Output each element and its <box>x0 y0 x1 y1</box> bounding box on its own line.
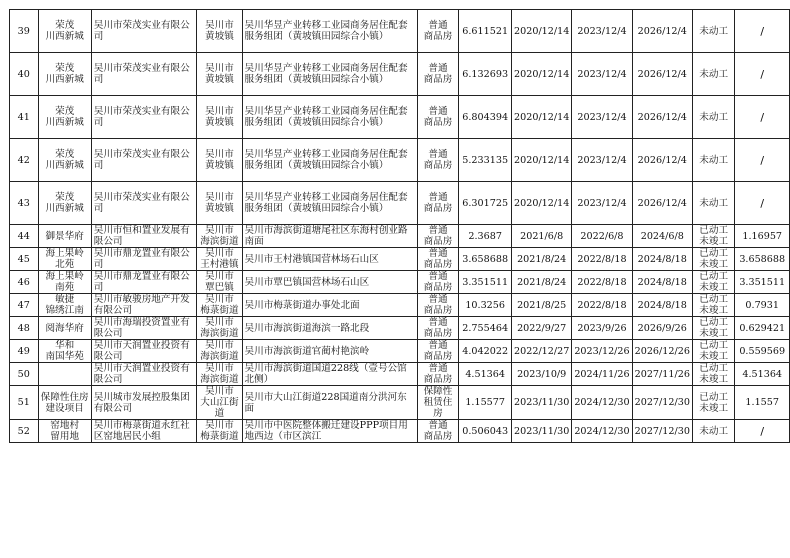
row-number: 47 <box>10 294 39 317</box>
table-row <box>10 248 790 271</box>
project-name: 阅海华府 <box>38 317 91 340</box>
agreed-finish-date: 2026/12/4 <box>632 139 692 182</box>
area-value: 6.301725 <box>459 182 512 225</box>
location-text: 吴川华昱产业转移工业园商务居住配套服务组团（黄坡镇田园综合小镇） <box>242 182 417 225</box>
table-row <box>10 10 790 53</box>
transfer-date: 2021/8/25 <box>512 294 572 317</box>
land-use: 普通 商品房 <box>417 363 459 386</box>
land-use: 普通 商品房 <box>417 271 459 294</box>
agreed-finish-date: 2026/12/4 <box>632 10 692 53</box>
land-use: 普通 商品房 <box>417 139 459 182</box>
construction-status: 未动工 <box>692 96 735 139</box>
row-number: 41 <box>10 96 39 139</box>
completed-area: 0.7931 <box>735 294 790 317</box>
completed-area: / <box>735 53 790 96</box>
town-name: 吴川市 黄坡镇 <box>197 182 242 225</box>
project-name: 海上果岭 北苑 <box>38 248 91 271</box>
area-value: 3.658688 <box>459 248 512 271</box>
table-row <box>10 386 790 420</box>
town-name: 吴川市 王村港镇 <box>197 248 242 271</box>
agreed-finish-date: 2027/12/30 <box>632 420 692 443</box>
construction-status: 已动工 未竣工 <box>692 386 735 420</box>
construction-status: 未动工 <box>692 10 735 53</box>
agreed-start-date: 2024/12/30 <box>572 386 632 420</box>
table-row <box>10 182 790 225</box>
location-text: 吴川市海滨街道官蔺村艳滨岭 <box>242 340 417 363</box>
town-name: 吴川市 海滨街道 <box>197 317 242 340</box>
construction-status: 已动工 未竣工 <box>692 363 735 386</box>
agreed-start-date: 2023/9/26 <box>572 317 632 340</box>
location-text: 吴川华昱产业转移工业园商务居住配套服务组团（黄坡镇田园综合小镇） <box>242 139 417 182</box>
table-row <box>10 139 790 182</box>
land-use: 保障性 租赁住房 <box>417 386 459 420</box>
developer-name: 吴川市荣茂实业有限公司 <box>91 53 197 96</box>
agreed-start-date: 2023/12/4 <box>572 182 632 225</box>
developer-name: 吴川市荣茂实业有限公司 <box>91 10 197 53</box>
location-text: 吴川市中医院整体搬迁建设PPP项目用地西边（市区滨江 <box>242 420 417 443</box>
row-number: 48 <box>10 317 39 340</box>
table-body <box>10 10 790 443</box>
area-value: 6.611521 <box>459 10 512 53</box>
area-value: 5.233135 <box>459 139 512 182</box>
transfer-date: 2021/8/24 <box>512 271 572 294</box>
completed-area: 0.629421 <box>735 317 790 340</box>
table-row <box>10 225 790 248</box>
row-number: 42 <box>10 139 39 182</box>
agreed-finish-date: 2024/6/8 <box>632 225 692 248</box>
row-number: 40 <box>10 53 39 96</box>
construction-status: 已动工 未竣工 <box>692 340 735 363</box>
table-row <box>10 294 790 317</box>
agreed-start-date: 2022/8/18 <box>572 271 632 294</box>
transfer-date: 2021/6/8 <box>512 225 572 248</box>
developer-name: 吴川市天润置业投资有限公司 <box>91 363 197 386</box>
construction-status: 未动工 <box>692 139 735 182</box>
area-value: 3.351511 <box>459 271 512 294</box>
row-number: 51 <box>10 386 39 420</box>
project-name: 敏捷 锦绣江南 <box>38 294 91 317</box>
construction-status: 已动工 未竣工 <box>692 317 735 340</box>
row-number: 39 <box>10 10 39 53</box>
town-name: 吴川市 黄坡镇 <box>197 53 242 96</box>
transfer-date: 2022/12/27 <box>512 340 572 363</box>
transfer-date: 2020/12/14 <box>512 96 572 139</box>
transfer-date: 2022/9/27 <box>512 317 572 340</box>
location-text: 吴川华昱产业转移工业园商务居住配套服务组团（黄坡镇田园综合小镇） <box>242 10 417 53</box>
project-name: 荣茂 川西新城 <box>38 182 91 225</box>
developer-name: 吴川市天润置业投资有限公司 <box>91 340 197 363</box>
developer-name: 吴川市荣茂实业有限公司 <box>91 182 197 225</box>
area-value: 4.042022 <box>459 340 512 363</box>
town-name: 吴川市 大山江街道 <box>197 386 242 420</box>
completed-area: 3.658688 <box>735 248 790 271</box>
land-use: 普通 商品房 <box>417 96 459 139</box>
town-name: 吴川市 黄坡镇 <box>197 10 242 53</box>
location-text: 吴川市海滨街道塘尾社区东海村创业路南面 <box>242 225 417 248</box>
agreed-start-date: 2023/12/26 <box>572 340 632 363</box>
agreed-finish-date: 2026/12/4 <box>632 53 692 96</box>
transfer-date: 2023/11/30 <box>512 420 572 443</box>
agreed-start-date: 2023/12/4 <box>572 10 632 53</box>
completed-area: 1.1557 <box>735 386 790 420</box>
area-value: 6.804394 <box>459 96 512 139</box>
location-text: 吴川市覃巴镇国营林场石山区 <box>242 271 417 294</box>
transfer-date: 2020/12/14 <box>512 53 572 96</box>
row-number: 50 <box>10 363 39 386</box>
transfer-date: 2023/10/9 <box>512 363 572 386</box>
project-name: 荣茂 川西新城 <box>38 96 91 139</box>
completed-area: 0.559569 <box>735 340 790 363</box>
construction-status: 未动工 <box>692 420 735 443</box>
land-use: 普通 商品房 <box>417 294 459 317</box>
location-text: 吴川市梅菉街道办事处北面 <box>242 294 417 317</box>
land-use: 普通 商品房 <box>417 340 459 363</box>
agreed-start-date: 2023/12/4 <box>572 53 632 96</box>
developer-name: 吴川城市发展控股集团有限公司 <box>91 386 197 420</box>
agreed-start-date: 2022/8/18 <box>572 294 632 317</box>
project-name: 御景华府 <box>38 225 91 248</box>
agreed-start-date: 2024/11/26 <box>572 363 632 386</box>
land-supply-table <box>9 9 790 443</box>
agreed-finish-date: 2024/8/18 <box>632 294 692 317</box>
area-value: 6.132693 <box>459 53 512 96</box>
table-row <box>10 363 790 386</box>
construction-status: 已动工 未竣工 <box>692 248 735 271</box>
agreed-start-date: 2024/12/30 <box>572 420 632 443</box>
transfer-date: 2020/12/14 <box>512 10 572 53</box>
town-name: 吴川市 梅菉街道 <box>197 294 242 317</box>
row-number: 44 <box>10 225 39 248</box>
town-name: 吴川市 海滨街道 <box>197 340 242 363</box>
town-name: 吴川市 黄坡镇 <box>197 139 242 182</box>
completed-area: / <box>735 96 790 139</box>
location-text: 吴川市大山江街道228国道南分洪河东面 <box>242 386 417 420</box>
location-text: 吴川华昱产业转移工业园商务居住配套服务组团（黄坡镇田园综合小镇） <box>242 96 417 139</box>
town-name: 吴川市 覃巴镇 <box>197 271 242 294</box>
completed-area: 4.51364 <box>735 363 790 386</box>
project-name: 保障性住房 建设项目 <box>38 386 91 420</box>
transfer-date: 2021/8/24 <box>512 248 572 271</box>
land-use: 普通 商品房 <box>417 10 459 53</box>
area-value: 0.506043 <box>459 420 512 443</box>
agreed-start-date: 2023/12/4 <box>572 139 632 182</box>
completed-area: / <box>735 420 790 443</box>
developer-name: 吴川市鼎龙置业有限公司 <box>91 248 197 271</box>
land-use: 普通 商品房 <box>417 248 459 271</box>
location-text: 吴川市海滨街道海滨一路北段 <box>242 317 417 340</box>
project-name: 荣茂 川西新城 <box>38 10 91 53</box>
developer-name: 吴川市荣茂实业有限公司 <box>91 139 197 182</box>
agreed-start-date: 2022/6/8 <box>572 225 632 248</box>
town-name: 吴川市 梅菉街道 <box>197 420 242 443</box>
agreed-finish-date: 2026/12/4 <box>632 96 692 139</box>
project-name: 海上果岭 南苑 <box>38 271 91 294</box>
completed-area: 1.16957 <box>735 225 790 248</box>
agreed-finish-date: 2024/8/18 <box>632 271 692 294</box>
land-use: 普通 商品房 <box>417 182 459 225</box>
developer-name: 吴川市恒和置业发展有限公司 <box>91 225 197 248</box>
construction-status: 未动工 <box>692 53 735 96</box>
area-value: 2.755464 <box>459 317 512 340</box>
transfer-date: 2020/12/14 <box>512 139 572 182</box>
town-name: 吴川市 海滨街道 <box>197 225 242 248</box>
land-supply-table-page <box>9 9 790 443</box>
agreed-start-date: 2022/8/18 <box>572 248 632 271</box>
agreed-finish-date: 2024/8/18 <box>632 248 692 271</box>
project-name: 荣茂 川西新城 <box>38 53 91 96</box>
row-number: 46 <box>10 271 39 294</box>
area-value: 4.51364 <box>459 363 512 386</box>
construction-status: 已动工 未竣工 <box>692 271 735 294</box>
completed-area: 3.351511 <box>735 271 790 294</box>
project-name: 荣茂 川西新城 <box>38 139 91 182</box>
table-row <box>10 271 790 294</box>
agreed-finish-date: 2026/12/4 <box>632 182 692 225</box>
agreed-finish-date: 2026/12/26 <box>632 340 692 363</box>
table-row <box>10 340 790 363</box>
completed-area: / <box>735 10 790 53</box>
town-name: 吴川市 黄坡镇 <box>197 96 242 139</box>
location-text: 吴川市王村港镇国营林场石山区 <box>242 248 417 271</box>
row-number: 43 <box>10 182 39 225</box>
completed-area: / <box>735 182 790 225</box>
land-use: 普通 商品房 <box>417 317 459 340</box>
table-row <box>10 96 790 139</box>
row-number: 49 <box>10 340 39 363</box>
location-text: 吴川华昱产业转移工业园商务居住配套服务组团（黄坡镇田园综合小镇） <box>242 53 417 96</box>
transfer-date: 2023/11/30 <box>512 386 572 420</box>
developer-name: 吴川市梅菉街道永红社区窑地居民小组 <box>91 420 197 443</box>
developer-name: 吴川市海瑞投资置业有限公司 <box>91 317 197 340</box>
construction-status: 已动工 未竣工 <box>692 225 735 248</box>
project-name <box>38 363 91 386</box>
land-use: 普通 商品房 <box>417 420 459 443</box>
construction-status: 未动工 <box>692 182 735 225</box>
row-number: 45 <box>10 248 39 271</box>
land-use: 普通 商品房 <box>417 53 459 96</box>
agreed-finish-date: 2027/11/26 <box>632 363 692 386</box>
agreed-finish-date: 2027/12/30 <box>632 386 692 420</box>
table-row <box>10 420 790 443</box>
row-number: 52 <box>10 420 39 443</box>
developer-name: 吴川市鼎龙置业有限公司 <box>91 271 197 294</box>
developer-name: 吴川市荣茂实业有限公司 <box>91 96 197 139</box>
area-value: 2.3687 <box>459 225 512 248</box>
location-text: 吴川市海滨街道国道228线（壹号公馆北侧） <box>242 363 417 386</box>
land-use: 普通 商品房 <box>417 225 459 248</box>
completed-area: / <box>735 139 790 182</box>
table-row <box>10 53 790 96</box>
town-name: 吴川市 海滨街道 <box>197 363 242 386</box>
area-value: 1.15577 <box>459 386 512 420</box>
project-name: 窑地村 留用地 <box>38 420 91 443</box>
developer-name: 吴川市敏骏房地产开发有限公司 <box>91 294 197 317</box>
agreed-finish-date: 2026/9/26 <box>632 317 692 340</box>
transfer-date: 2020/12/14 <box>512 182 572 225</box>
area-value: 10.3256 <box>459 294 512 317</box>
construction-status: 已动工 未竣工 <box>692 294 735 317</box>
project-name: 华和 南国华苑 <box>38 340 91 363</box>
agreed-start-date: 2023/12/4 <box>572 96 632 139</box>
table-row <box>10 317 790 340</box>
